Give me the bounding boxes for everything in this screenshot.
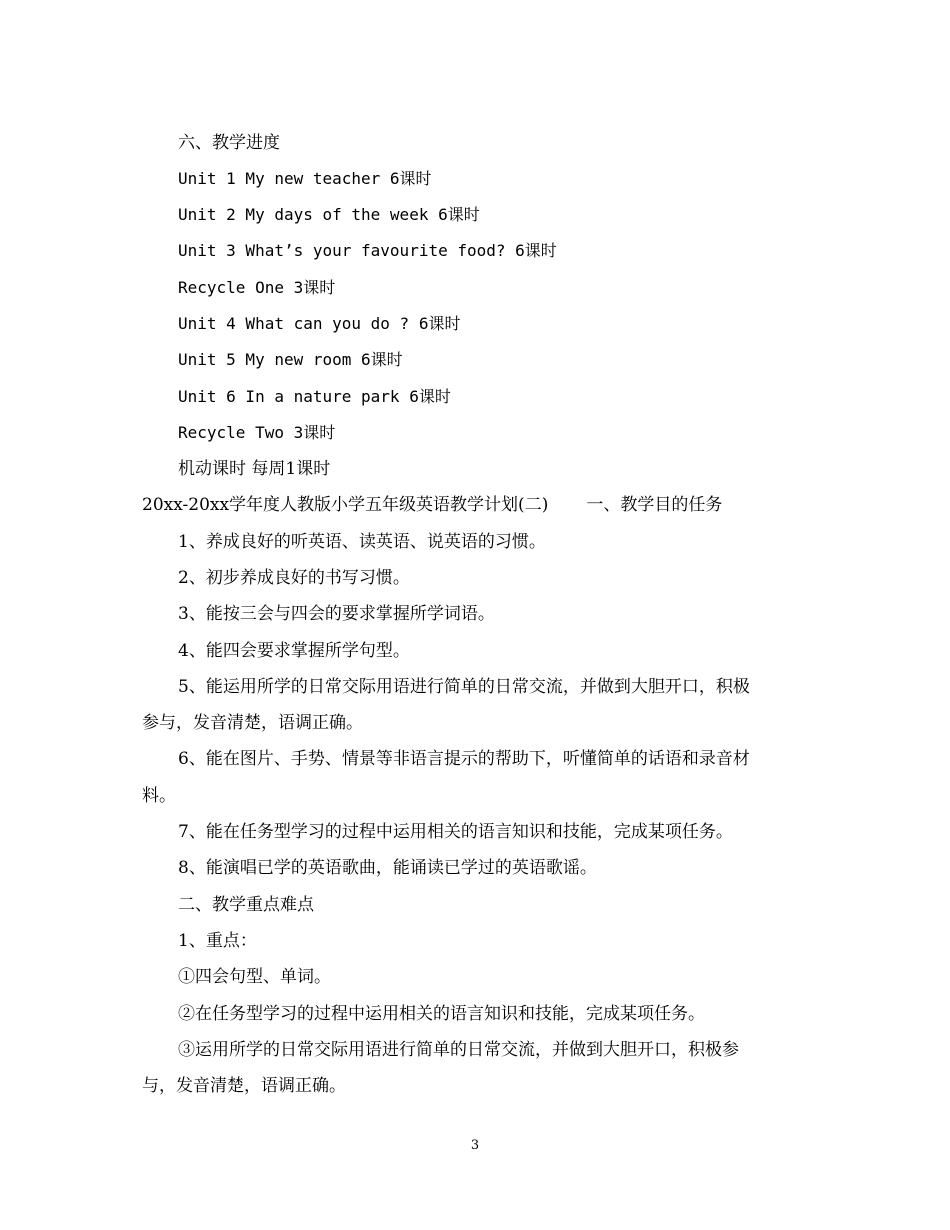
goal-item: 5、能运用所学的日常交际用语进行简单的日常交流，并做到大胆开口，积极 (178, 677, 750, 697)
plan-title-line (142, 491, 822, 519)
schedule-item: Unit 5 My new room 6课时 (178, 350, 403, 369)
goal-item: 3、能按三会与四会的要求掌握所学词语。 (178, 604, 495, 624)
focus-heading: 二、教学重点难点 (178, 895, 314, 915)
goal-item: 7、能在任务型学习的过程中运用相关的语言知识和技能，完成某项任务。 (178, 822, 733, 842)
schedule-item: Unit 6 In a nature park 6课时 (178, 387, 451, 406)
schedule-item: Unit 3 What’s your favourite food? 6课时 (178, 241, 557, 260)
focus-item: ③运用所学的日常交际用语进行简单的日常交流，并做到大胆开口，积极参 (178, 1040, 739, 1060)
page-number: 3 (470, 1138, 480, 1153)
schedule-item: Recycle One 3课时 (178, 278, 336, 297)
goal-item-continued: 参与，发音清楚，语调正确。 (142, 713, 363, 733)
schedule-heading: 六、教学进度 (178, 133, 280, 153)
schedule-item: 机动课时 每周1课时 (178, 459, 331, 479)
focus-item-continued: 与，发音清楚，语调正确。 (142, 1076, 346, 1096)
goal-item: 2、初步养成良好的书写习惯。 (178, 568, 410, 588)
goal-item: 8、能演唱已学的英语歌曲，能诵读已学过的英语歌谣。 (178, 858, 597, 878)
focus-item: ②在任务型学习的过程中运用相关的语言知识和技能，完成某项任务。 (178, 1004, 705, 1024)
schedule-item: Unit 1 My new teacher 6课时 (178, 169, 432, 188)
schedule-item: Unit 4 What can you do ? 6课时 (178, 314, 461, 333)
goals-heading: 一、教学目的任务 (586, 495, 723, 515)
goal-item: 4、能四会要求掌握所学句型。 (178, 641, 410, 661)
goal-item: 1、养成良好的听英语、读英语、说英语的习惯。 (178, 532, 546, 552)
focus-subheading: 1、重点： (178, 931, 257, 951)
goal-item-continued: 料。 (142, 786, 176, 806)
schedule-item: Recycle Two 3课时 (178, 423, 336, 442)
schedule-item: Unit 2 My days of the week 6课时 (178, 205, 480, 224)
plan-title: 20xx-20xx学年度人教版小学五年级英语教学计划(二) (142, 495, 549, 515)
goal-item: 6、能在图片、手势、情景等非语言提示的帮助下，听懂简单的话语和录音材 (178, 749, 750, 769)
focus-item: ①四会句型、单词。 (178, 967, 331, 987)
